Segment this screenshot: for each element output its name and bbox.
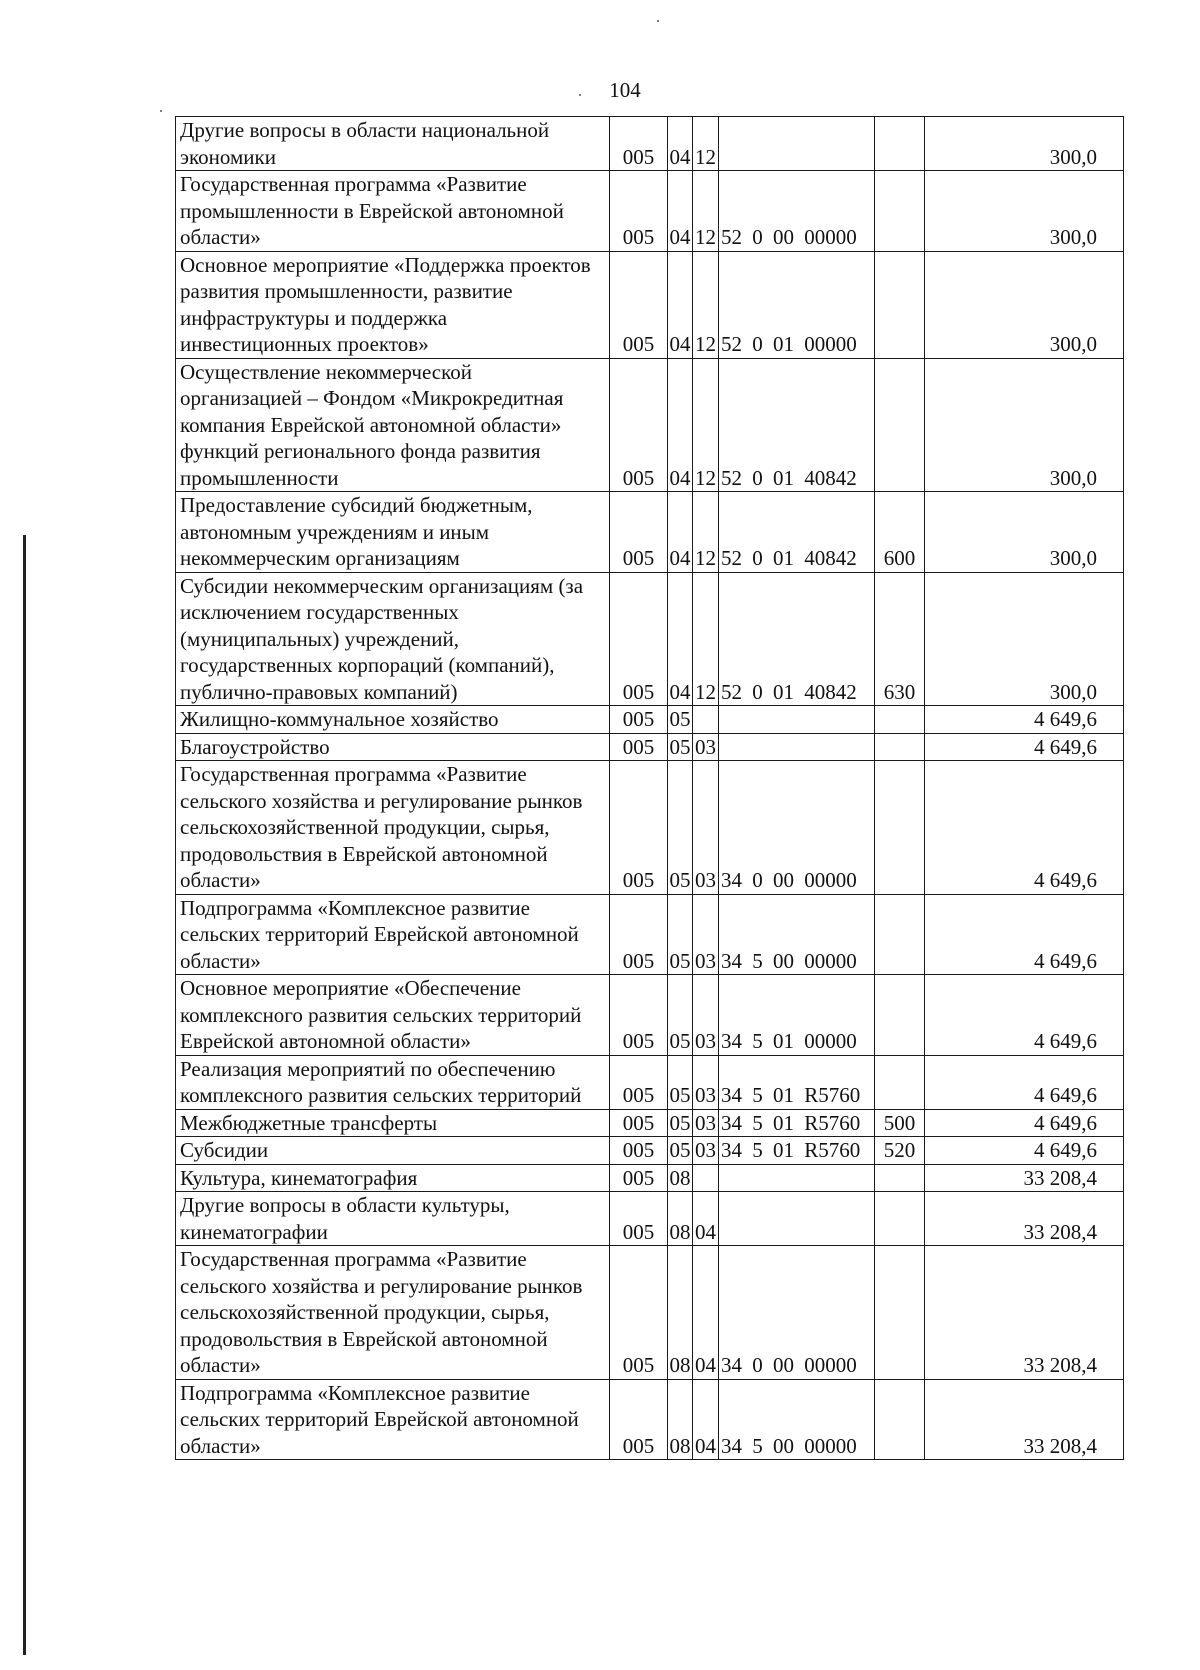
table-row [176,1137,1124,1165]
ved-code: 005 [610,492,668,573]
section-code: 05 [669,1110,691,1135]
row-name: Другие вопросы в области национальной экономики [176,117,610,171]
table-row [176,894,1124,975]
subsection-code: 12 [693,171,719,252]
expense-type-code: 600 [875,492,925,573]
row-name: Культура, кинематография [176,1164,610,1192]
target-article-code: 34 5 01 R5760 [719,1055,875,1109]
target-article-code: 34 5 00 00000 [719,1379,875,1460]
table-row [176,171,1124,252]
amount: 300,0 [925,572,1124,706]
subsection-code: 03 [693,1137,719,1165]
expense-type-code [875,706,925,734]
section-code: 08 [668,1379,693,1460]
amount: 300,0 [925,171,1124,252]
expense-type-code [875,1246,925,1380]
ved-code: 005 [610,251,668,358]
target-article-code: 52 0 01 00000 [719,251,875,358]
amount: 33 208,4 [925,1192,1124,1246]
amount: 4 649,6 [925,1109,1124,1137]
amount: 4 649,6 [925,1137,1124,1165]
amount: 33 208,4 [925,1164,1124,1192]
target-article-code: 34 0 00 00000 [719,761,875,895]
subsection-code: 12 [693,358,719,492]
section-code: 05 [668,761,693,895]
ved-code: 005 [610,1164,668,1192]
row-name: Государственная программа «Развитие промышленности в Еврейской автономной области» [176,171,610,252]
row-name: Субсидии [176,1137,610,1165]
ved-code: 005 [610,1137,668,1165]
subsection-code: 12 [693,117,719,171]
table-row [176,117,1124,171]
target-article-code: 52 0 01 40842 [719,358,875,492]
section-code: 04 [668,572,693,706]
section-code: 05 [669,707,691,731]
target-article-code [719,117,875,171]
row-name: Субсидии некоммерческим организациям (за исключением государственных (муниципальных) учреждений, государственных корпораций (компаний), публично-правовых компаний) [176,572,610,706]
amount: 300,0 [925,358,1124,492]
row-name: Жилищно-коммунальное хозяйство [176,706,610,734]
row-name: Подпрограмма «Комплексное развитие сельских территорий Еврейской автономной области» [176,1379,610,1460]
target-article-code: 34 5 01 R5760 [719,1109,875,1137]
row-name: Реализация мероприятий по обеспечению комплексного развития сельских территорий [176,1055,610,1109]
row-name: Межбюджетные трансферты [176,1109,610,1137]
table-row [176,572,1124,706]
expense-type-code [875,1055,925,1109]
section-code: 05 [668,1055,693,1109]
expense-type-code [875,171,925,252]
target-article-code: 34 5 00 00000 [719,894,875,975]
row-name: Предоставление субсидий бюджетным, автономным учреждениям и иным некоммерческим организациям [176,492,610,573]
expense-type-code [875,251,925,358]
table-row [176,706,1124,734]
ved-code: 005 [610,1246,668,1380]
target-article-code [719,1164,875,1192]
amount: 300,0 [925,492,1124,573]
budget-table-body [176,117,1124,1460]
target-article-code: 34 0 00 00000 [719,1246,875,1380]
amount: 4 649,6 [925,733,1124,761]
subsection-code: 04 [693,1246,719,1380]
table-row [176,492,1124,573]
ved-code: 005 [610,117,668,171]
row-name: Подпрограмма «Комплексное развитие сельских территорий Еврейской автономной области» [176,894,610,975]
amount: 4 649,6 [925,975,1124,1056]
expense-type-code [875,1379,925,1460]
table-row [176,1164,1124,1192]
table-row [176,975,1124,1056]
scan-speck [657,20,659,22]
table-row [176,1246,1124,1380]
ved-code: 005 [610,358,668,492]
expense-type-code [875,1192,925,1246]
section-code: 04 [668,492,693,573]
expense-type-code [875,761,925,895]
table-row [176,733,1124,761]
subsection-code [693,1164,719,1192]
expense-type-code [875,358,925,492]
section-code: 08 [669,1165,691,1190]
amount: 300,0 [925,251,1124,358]
ved-code: 005 [610,733,668,761]
amount: 4 649,6 [925,706,1124,734]
section-code: 04 [668,117,693,171]
ved-code: 005 [610,1379,668,1460]
subsection-code: 04 [693,1379,719,1460]
ved-code: 005 [610,706,668,734]
ved-code: 005 [610,1192,668,1246]
row-name: Благоустройство [176,733,610,761]
amount: 300,0 [925,117,1124,171]
section-code: 04 [668,251,693,358]
row-name: Основное мероприятие «Обеспечение комплексного развития сельских территорий Еврейской автономной области» [176,975,610,1056]
section-code: 05 [669,1138,691,1162]
scan-speck [579,94,581,96]
table-row [176,1055,1124,1109]
target-article-code: 52 0 00 00000 [719,171,875,252]
target-article-code: 52 0 01 40842 [719,492,875,573]
page-number: 104 [609,78,641,102]
row-name: Другие вопросы в области культуры, кинематографии [176,1192,610,1246]
section-code: 08 [668,1246,693,1380]
row-name: Государственная программа «Развитие сельского хозяйства и регулирование рынков сельскохозяйственной продукции, сырья, продовольствия в Еврейской автономной области» [176,1246,610,1380]
table-row [176,1192,1124,1246]
table-row [176,761,1124,895]
amount: 4 649,6 [925,1055,1124,1109]
ved-code: 005 [610,894,668,975]
target-article-code [719,1192,875,1246]
target-article-code: 52 0 01 40842 [719,572,875,706]
subsection-code: 12 [693,572,719,706]
section-code: 08 [668,1192,693,1246]
table-row [176,1379,1124,1460]
expense-type-code [875,894,925,975]
subsection-code: 12 [693,492,719,573]
amount: 33 208,4 [925,1379,1124,1460]
section-code: 05 [669,734,691,759]
ved-code: 005 [610,975,668,1056]
row-name: Основное мероприятие «Поддержка проектов развития промышленности, развитие инфраструктуры и поддержка инвестиционных проектов» [176,251,610,358]
section-code: 05 [668,894,693,975]
budget-table [175,116,1124,1460]
subsection-code [693,706,719,734]
ved-code: 005 [610,572,668,706]
ved-code: 005 [610,171,668,252]
scan-speck [160,110,162,112]
ved-code: 005 [610,1109,668,1137]
expense-type-code: 520 [875,1137,925,1165]
section-code: 05 [668,975,693,1056]
subsection-code: 03 [693,1109,719,1137]
amount: 4 649,6 [925,894,1124,975]
target-article-code: 34 5 01 00000 [719,975,875,1056]
ved-code: 005 [610,1055,668,1109]
expense-type-code [875,1164,925,1192]
row-name: Государственная программа «Развитие сельского хозяйства и регулирование рынков сельскохозяйственной продукции, сырья, продовольствия в Еврейской автономной области» [176,761,610,895]
expense-type-code: 630 [875,572,925,706]
amount: 4 649,6 [925,761,1124,895]
expense-type-code [875,975,925,1056]
ved-code: 005 [610,761,668,895]
target-article-code: 34 5 01 R5760 [719,1137,875,1165]
table-row [176,1109,1124,1137]
subsection-code: 04 [693,1192,719,1246]
table-row [176,358,1124,492]
section-code: 04 [668,171,693,252]
expense-type-code: 500 [875,1109,925,1137]
table-row [176,251,1124,358]
subsection-code: 03 [693,975,719,1056]
subsection-code: 03 [693,1055,719,1109]
section-code: 04 [668,358,693,492]
subsection-code: 03 [693,733,719,761]
row-name: Осуществление некоммерческой организацией – Фондом «Микрокредитная компания Еврейской автономной области» функций регионального фонда развития промышленности [176,358,610,492]
expense-type-code [875,733,925,761]
target-article-code [719,733,875,761]
amount: 33 208,4 [925,1246,1124,1380]
subsection-code: 03 [693,761,719,895]
subsection-code: 12 [693,251,719,358]
expense-type-code [875,117,925,171]
subsection-code: 03 [693,894,719,975]
scan-margin-line [23,535,26,1655]
target-article-code [719,706,875,734]
